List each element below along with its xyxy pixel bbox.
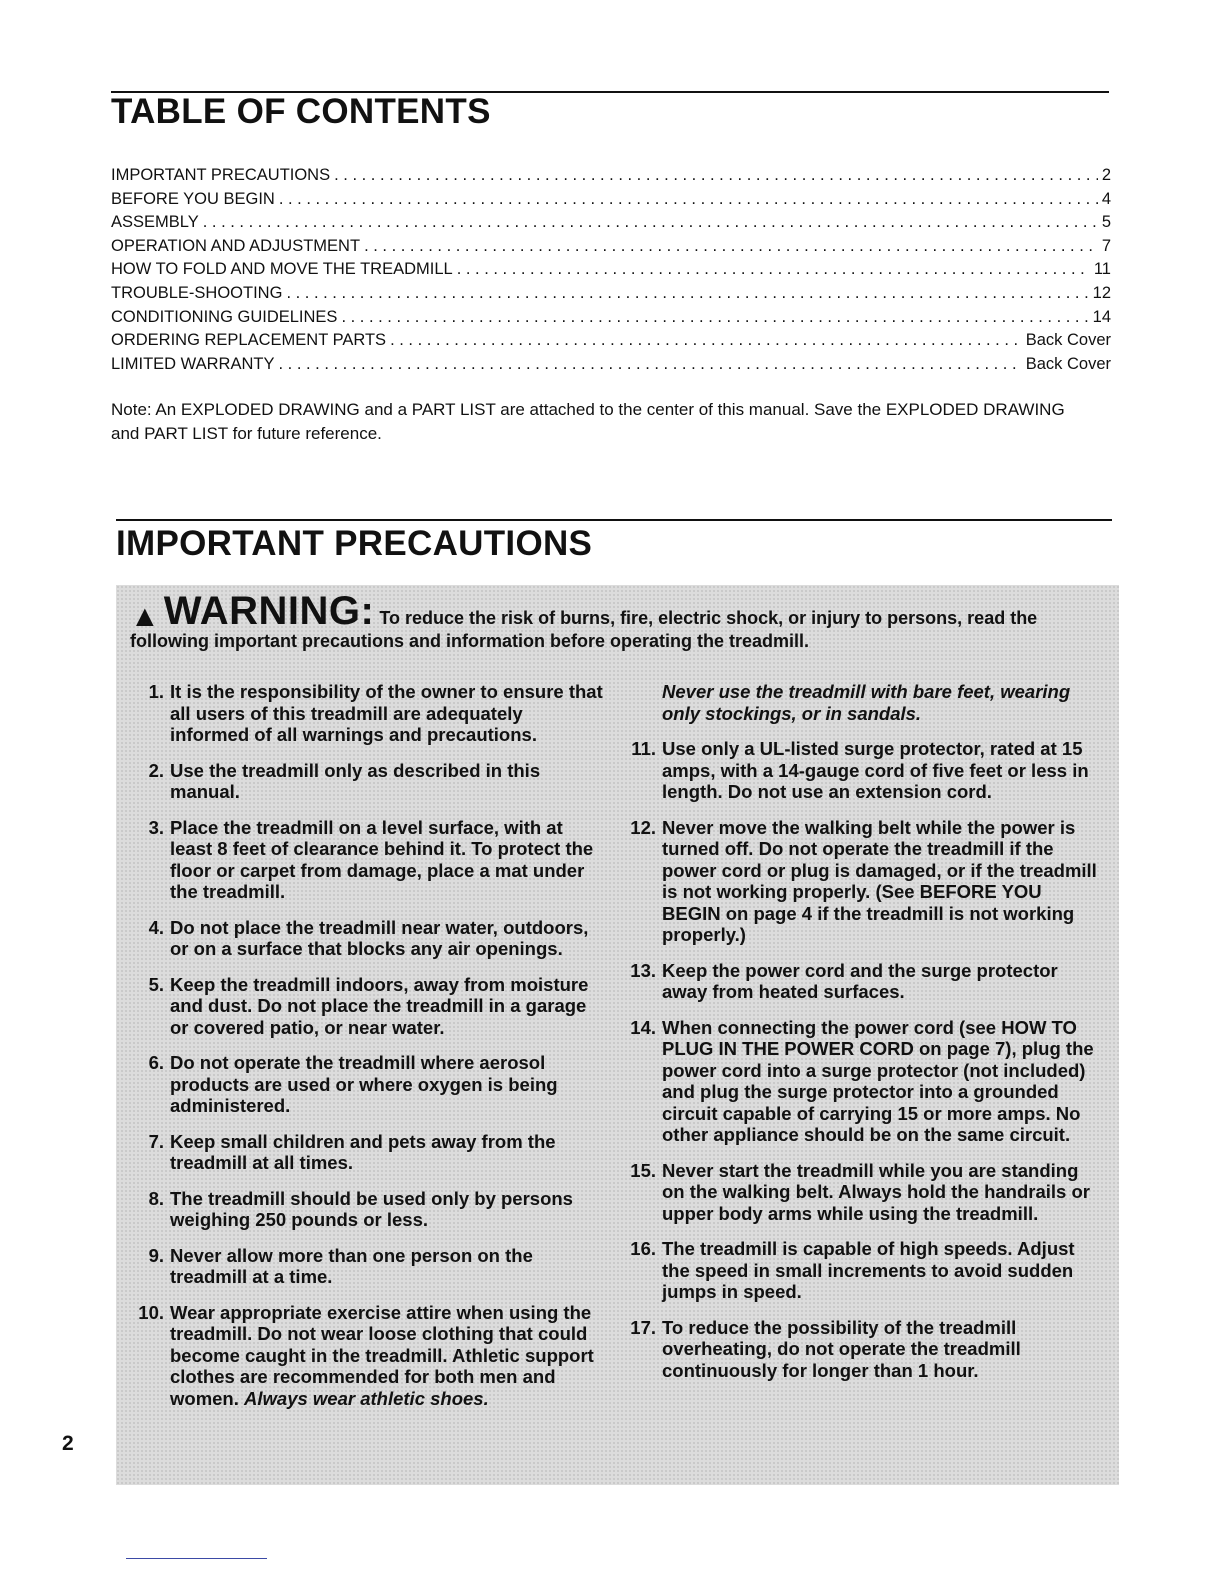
list-item: 9. Never allow more than one person on the treadmill at a time.	[148, 1244, 533, 1287]
precautions-top-rule	[116, 519, 1112, 521]
list-item: 5. Keep the treadmill indoors, away from moisture and dust. Do not place the treadmill in a garage or covered patio, or near water.	[148, 973, 589, 1038]
toc-entry[interactable]: ORDERING REPLACEMENT PARTS . . . Back Cover	[111, 331, 1111, 355]
toc-entry[interactable]: TROUBLE-SHOOTING . . . 12	[111, 284, 1111, 308]
list-item: 17. To reduce the possibility of the treadmill overheating, do not operate the treadmill continuously for longer than 1 hour.	[630, 1316, 1021, 1381]
precautions-left-column	[128, 681, 606, 1423]
list-item: 7. Keep small children and pets away from the treadmill at all times.	[148, 1130, 556, 1173]
toc-entry[interactable]: CONDITIONING GUIDELINES . . . 14	[111, 308, 1111, 332]
toc-title: TABLE OF CONTENTS	[111, 92, 491, 131]
list-item: 15. Never start the treadmill while you are standing on the walking belt. Always hold the handrails or upper body arms while using the treadmill.	[630, 1159, 1090, 1224]
toc-entry[interactable]: ASSEMBLY . . . 5	[111, 213, 1111, 237]
list-item-continued: Never use the treadmill with bare feet, wearing only stockings, or in sandals.	[662, 681, 1071, 724]
list-item: 4. Do not place the treadmill near water, outdoors, or on a surface that blocks any air openings.	[148, 916, 589, 959]
list-item: 1. It is the responsibility of the owner to ensure that all users of this treadmill are adequately informed of all warnings and precautions.	[148, 681, 603, 745]
toc-entry[interactable]: HOW TO FOLD AND MOVE THE TREADMILL . . . 11	[111, 260, 1111, 284]
list-item: 6. Do not operate the treadmill where aerosol products are used or where oxygen is being administered.	[148, 1052, 558, 1116]
precautions-right-column	[620, 681, 1098, 1395]
page-number: 2	[62, 1432, 74, 1455]
toc-entry[interactable]: OPERATION AND ADJUSTMENT . . . 7	[111, 237, 1111, 261]
warning-word: WARNING:	[163, 589, 375, 633]
list-item: 11. Use only a UL-listed surge protector, rated at 15 amps, with a 14-gauge cord of five feet or less in length. Do not use an extension cord.	[631, 738, 1089, 802]
list-item: 16. The treadmill is capable of high speeds. Adjust the speed in small increments to avoid sudden jumps in speed.	[630, 1238, 1075, 1302]
precautions-title: IMPORTANT PRECAUTIONS	[116, 524, 593, 563]
warning-triangle-icon: ▲	[130, 600, 160, 633]
toc-entry[interactable]: IMPORTANT PRECAUTIONS . . . 2	[111, 166, 1111, 190]
footer-rule	[126, 1558, 267, 1559]
list-item: 12. Never move the walking belt while the power is turned off. Do not operate the treadmill if the power cord or plug is damaged, or if the treadmill is not working properly. (See BEFORE YOU BEGIN on page 4 if the treadmill is not working properly.)	[630, 816, 1097, 945]
toc-list	[111, 166, 1111, 378]
list-item: 14. When connecting the power cord (see HOW TO PLUG IN THE POWER CORD on page 7), plug the power cord into a surge protector (not included) and plug the surge protector into a grounded circuit capable of carrying 15 or more amps. No other appliance should be on the same circuit.	[630, 1016, 1094, 1145]
toc-entry[interactable]: LIMITED WARRANTY . . . Back Cover	[111, 355, 1111, 379]
warning-header	[130, 589, 1100, 653]
list-item: 3. Place the treadmill on a level surface, with at least 8 feet of clearance behind it. To protect the floor or carpet from damage, place a mat under the treadmill.	[148, 816, 594, 902]
list-item: 13. Keep the power cord and the surge protector away from heated surfaces.	[630, 959, 1058, 1002]
toc-entry[interactable]: BEFORE YOU BEGIN . . . 4	[111, 190, 1111, 214]
list-item: 2. Use the treadmill only as described in this manual.	[148, 759, 541, 802]
toc-note: Note: An EXPLODED DRAWING and a PART LIST are attached to the center of this manual. Save the EXPLODED DRAWING and PART LIST for future reference.	[111, 400, 1065, 443]
list-item: 8. The treadmill should be used only by persons weighing 250 pounds or less.	[148, 1187, 573, 1230]
list-item: 10. Wear appropriate exercise attire when using the treadmill. Do not wear loose clothing that could become caught in the treadmill. Athletic support clothes are recommended for both men and women. Always wear athletic shoes.	[138, 1301, 594, 1409]
warning-text: To reduce the risk of burns, fire, electric shock, or injury to persons, read the following important precautions and information before operating the treadmill.	[130, 608, 1038, 651]
